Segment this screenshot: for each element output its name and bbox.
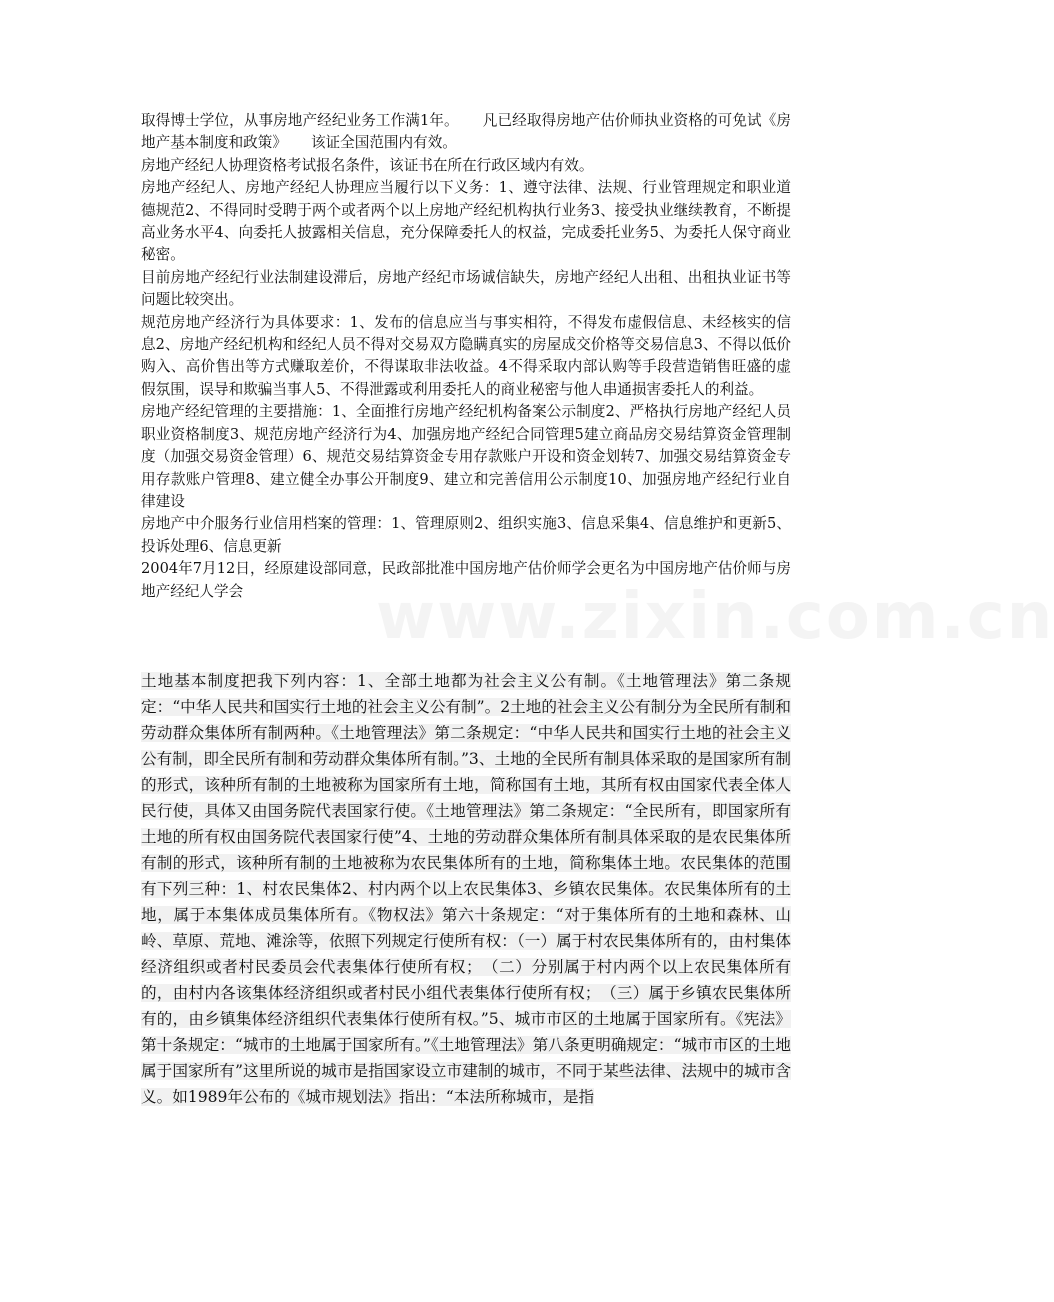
paragraph-conduct-requirements: 规范房地产经济行为具体要求：1、发布的信息应当与事实相符，不得发布虚假信息、未经核实的信息2、房地产经纪机构和经纪人员不得对交易双方隐瞒真实的房屋成交价格等交易信息3、不得以低价购入、高价售出等方式赚取差价，不得谋取非法收益。4不得采取内部认购等手段营造销售旺盛的虚假氛围，误导和欺骗当事人5、不得泄露或利用委托人的商业秘密与他人串通损害委托人的利益。 xyxy=(141,313,791,398)
paragraph-text: 取得博士学位，从事房地产经纪业务工作满1年。 xyxy=(141,112,459,129)
paragraph-text-exemption: 凡已经取得房地产估价师执业资格的可免试《房地产基本制度和政策》 xyxy=(141,112,791,152)
lower-text-block xyxy=(141,668,791,1110)
paragraph-obligations: 房地产经纪人、房地产经纪人协理应当履行以下义务：1、遵守法律、法规、行业管理规定和职业道德规范2、不得同时受聘于两个或者两个以上房地产经纪机构执行业务3、接受执业继续教育，不断提高业务水平4、向委托人披露相关信息，充分保障委托人的权益，完成委托业务5、为委托人保守商业秘密。 xyxy=(141,179,791,264)
paragraph-management-measures: 房地产经纪管理的主要措施：1、全面推行房地产经纪机构备案公示制度2、严格执行房地产经纪人员职业资格制度3、规范房地产经济行为4、加强房地产经纪合同管理5建立商品房交易结算资金管理制度（加强交易资金管理）6、规范交易结算资金专用存款账户开设和资金划转7、加强交易结算资金专用存款账户管理8、建立健全办事公开制度9、建立和完善信用公示制度10、加强房地产经纪行业自律建设 xyxy=(141,403,791,510)
paragraph-assistant-conditions: 房地产经纪人协理资格考试报名条件，该证书在所在行政区域内有效。 xyxy=(141,156,594,174)
paragraph-land-system-text: 土地基本制度把我下列内容：1、全部土地都为社会主义公有制。《土地管理法》第二条规定：“中华人民共和国实行土地的社会主义公有制”。2土地的社会主义公有制分为全民所有制和劳动群众集体所有制两种。《土地管理法》第二条规定：“中华人民共和国实行土地的社会主义公有制，即全民所有制和劳动群众集体所有制。”3、土地的全民所有制具体采取的是国家所有制的形式，该种所有制的土地被称为国家所有土地，简称国有土地，其所有权由国家代表全体人民行使，具体又由国务院代表国家行使。《土地管理法》第二条规定：“全民所有，即国家所有土地的所有权由国务院代表国家行使”4、土地的劳动群众集体所有制具体采取的是农民集体所有制的形式，该种所有制的土地被称为农民集体所有的土地，简称集体土地。农民集体的范围有下列三种：1、村农民集体2、村内两个以上农民集体3、乡镇农民集体。农民集体所有的土地，属于本集体成员集体所有。《物权法》第六十条规定：“对于集体所有的土地和森林、山岭、草原、荒地、滩涂等，依照下列规定行使所有权：（一）属于村农民集体所有的，由村集体经济组织或者村民委员会代表集体行使所有权； （二）分别属于村内两个以上农民集体所有的，由村内各该集体经济组织或者村民小组代表集体行使所有权； （三）属于乡镇农民集体所有的，由乡镇集体经济组织代表集体行使所有权。”5、城市市区的土地属于国家所有。《宪法》第十条规定：“城市的土地属于国家所有。”《土地管理法》第八条更明确规定：“城市市区的土地属于国家所有”这里所说的城市是指国家设立市建制的城市，不同于某些法律、法规中的城市含义。如1989年公布的《城市规划法》指出：“本法所称城市，是指 xyxy=(141,672,791,1106)
watermark: www.zixin.com.cn xyxy=(376,580,1054,654)
paragraph-text-validity: 该证全国范围内有效。 xyxy=(310,134,457,152)
paragraph-credit-archives: 房地产中介服务行业信用档案的管理：1、管理原则2、组织实施3、信息采集4、信息维护和更新5、投诉处理6、信息更新 xyxy=(141,515,791,555)
paragraph-qualification xyxy=(141,110,791,155)
paragraph-industry-problems: 目前房地产经纪行业法制建设滞后，房地产经纪市场诚信缺失，房地产经纪人出租、出租执业证书等问题比较突出。 xyxy=(141,268,791,309)
upper-text-block xyxy=(141,110,791,603)
paragraph-association-rename: 2004年7月12日，经原建设部同意，民政部批准中国房地产估价师学会更名为中国房地产估价师与房地产经纪人学会 xyxy=(141,560,791,600)
paragraph-land-system xyxy=(141,668,791,1110)
